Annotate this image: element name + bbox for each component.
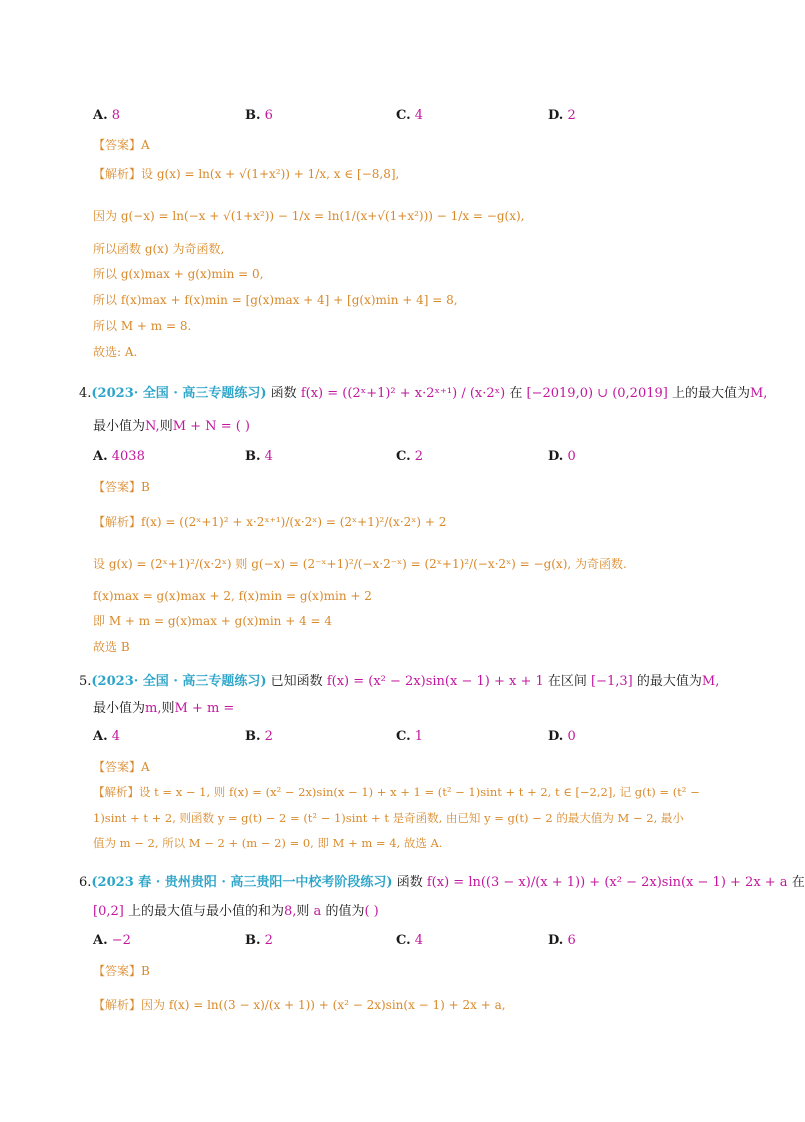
q5-answer: 【答案】A [93,760,150,774]
solution-line: 所以 f(x)max + f(x)min = [g(x)max + 4] + [g(x)min + 4] = 8, [93,293,458,307]
option-b[interactable]: B. 4 [245,449,273,464]
solution-line: f(x)max = g(x)max + 2, f(x)min = g(x)min + 2 [93,589,372,603]
q4-answer: 【答案】B [93,480,150,494]
option-c[interactable]: C. 4 [396,108,424,123]
option-b[interactable]: B. 2 [245,933,273,948]
solution-line: 所以函数 g(x) 为奇函数, [93,242,225,256]
option-c[interactable]: C. 2 [396,449,424,464]
solution-line: 设 g(x) = (2ˣ+1)²/(x·2ˣ) 则 g(−x) = (2⁻ˣ+1)²/(−x·2⁻ˣ) = (2ˣ+1)²/(−x·2ˣ) = −g(x), 为奇函数. [93,557,627,571]
option-d[interactable]: D. 0 [548,729,576,744]
option-c[interactable]: C. 4 [396,933,424,948]
option-c[interactable]: C. 1 [396,729,424,744]
option-a[interactable]: A. −2 [93,933,131,948]
question-stem: 5.(2023· 全国 · 高三专题练习) 已知函数 f(x) = (x² − 2x)sin(x − 1) + x + 1 在区间 [−1,3] 的最大值为M, [79,674,720,689]
option-d[interactable]: D. 2 [548,108,576,123]
option-a[interactable]: A. 4 [93,729,121,744]
solution-line: 故选 B [93,640,130,654]
solution-line: 值为 m − 2, 所以 M − 2 + (m − 2) = 0, 即 M + m = 4, 故选 A. [93,836,443,850]
solution-line: 【解析】因为 f(x) = ln((3 − x)/(x + 1)) + (x² − 2x)sin(x − 1) + 2x + a, [93,998,506,1012]
option-a[interactable]: A. 4038 [93,449,145,464]
solution-line: 1)sint + t + 2, 则函数 y = g(t) − 2 = (t² − 1)sint + t 是奇函数, 由已知 y = g(t) − 2 的最大值为 M − 2, 最小 [93,811,684,825]
solution-line: 【解析】设 g(x) = ln(x + √(1+x²)) + 1/x, x ∈ [−8,8], [93,167,400,181]
solution-line: 因为 g(−x) = ln(−x + √(1+x²)) − 1/x = ln(1/(x+√(1+x²))) − 1/x = −g(x), [93,209,525,223]
question-stem-line2: 最小值为N,则M + N = ( ) [93,419,250,434]
option-a[interactable]: A. 8 [93,108,121,123]
option-d[interactable]: D. 0 [548,449,576,464]
solution-line: 【解析】设 t = x − 1, 则 f(x) = (x² − 2x)sin(x − 1) + x + 1 = (t² − 1)sint + t + 2, t ∈ [−2,2], 记 g(t) = (t² − [93,785,700,799]
solution-line: 即 M + m = g(x)max + g(x)min + 4 = 4 [93,614,333,628]
question-stem-line2: [0,2] 上的最大值与最小值的和为8,则 a 的值为( ) [93,904,379,919]
solution-line: 【解析】f(x) = ((2ˣ+1)² + x·2ˣ⁺¹)/(x·2ˣ) = (2ˣ+1)²/(x·2ˣ) + 2 [93,515,447,529]
question-stem: 6.(2023 春 · 贵州贵阳 · 高三贵阳一中校考阶段练习) 函数 f(x) = ln((3 − x)/(x + 1)) + (x² − 2x)sin(x − 1) + 2x + a 在 [79,875,805,890]
question-stem-line2: 最小值为m,则M + m = [93,701,235,716]
q6-answer: 【答案】B [93,964,150,978]
option-d[interactable]: D. 6 [548,933,576,948]
solution-line: 所以 g(x)max + g(x)min = 0, [93,267,264,281]
solution-line: 故选: A. [93,345,138,359]
question-stem: 4.(2023· 全国 · 高三专题练习) 函数 f(x) = ((2ˣ+1)² + x·2ˣ⁺¹) / (x·2ˣ) 在 [−2019,0) ∪ (0,2019] 上的最大值为M, [79,386,768,401]
q3-answer: 【答案】A [93,138,150,152]
option-b[interactable]: B. 6 [245,108,273,123]
option-b[interactable]: B. 2 [245,729,273,744]
solution-line: 所以 M + m = 8. [93,319,192,333]
